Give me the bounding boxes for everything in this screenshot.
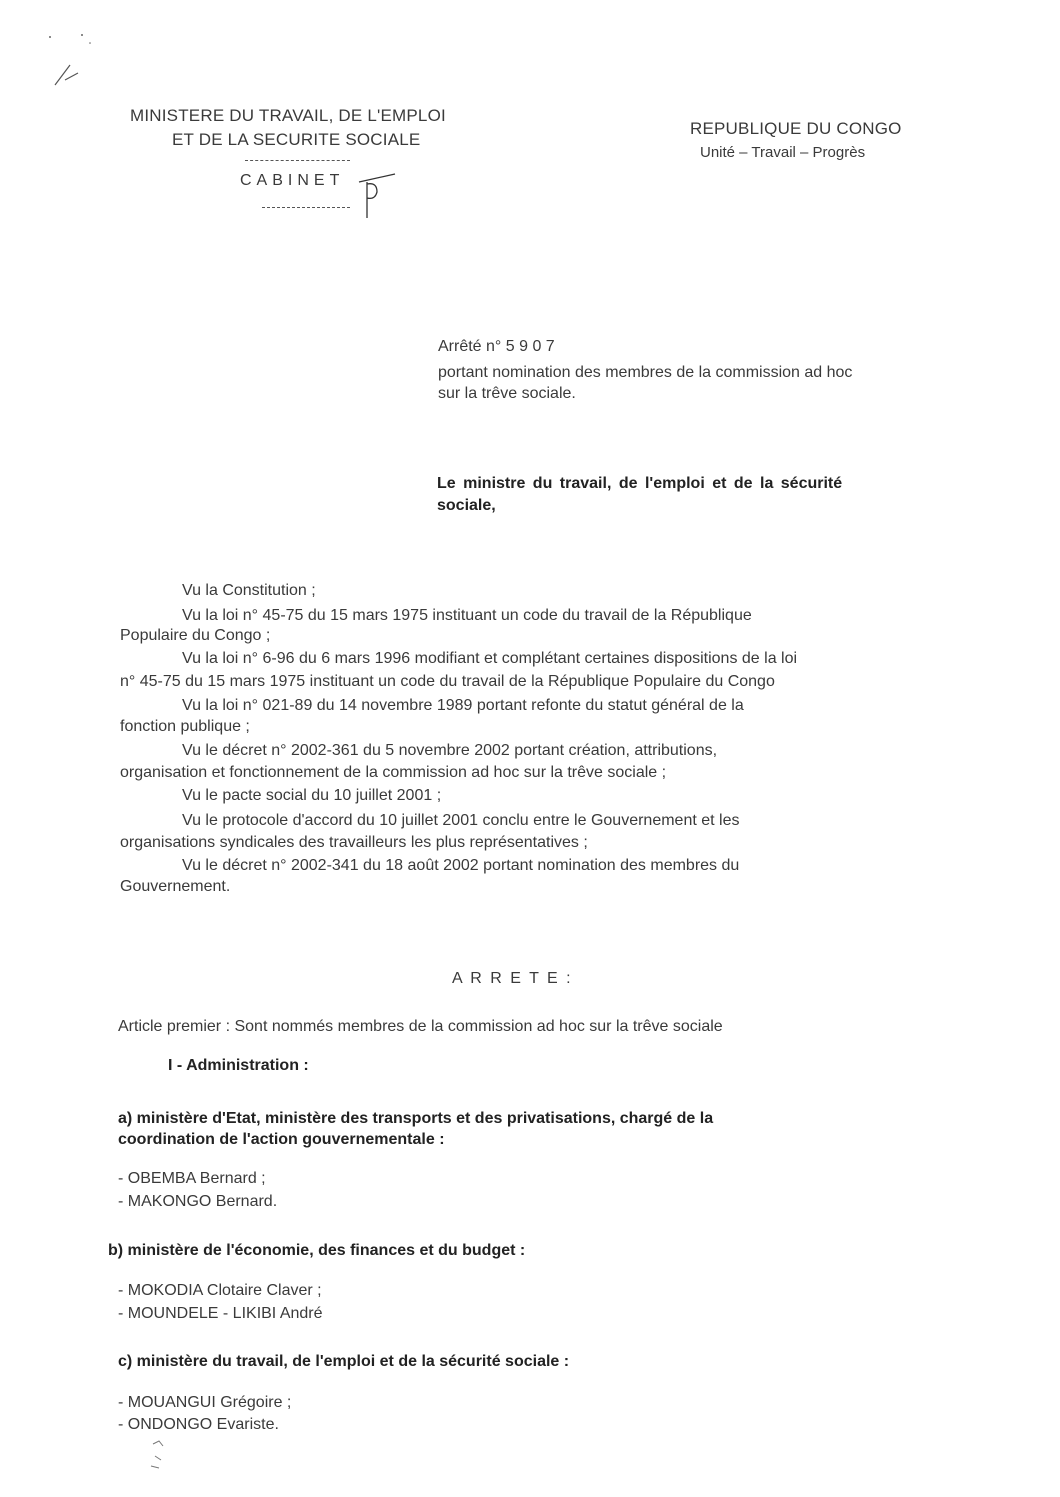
visa-line: Gouvernement.	[120, 878, 231, 895]
visa-line: Vu la loi n° 6-96 du 6 mars 1996 modifiant et complétant certaines dispositions de la loi	[182, 650, 798, 667]
visa-line: Populaire du Congo ;	[120, 627, 271, 644]
visa-line: Vu le décret n° 2002-341 du 18 août 2002 portant nomination des membres du	[182, 857, 740, 874]
member-item: - MOUANGUI Grégoire ;	[118, 1394, 292, 1411]
bottom-scan-mark	[145, 1438, 175, 1473]
visa-line: Vu le pacte social du 10 juillet 2001 ;	[182, 787, 442, 804]
republic-name: REPUBLIQUE DU CONGO	[690, 119, 902, 138]
visa-line: Vu la Constitution ;	[182, 582, 316, 599]
header-divider	[245, 160, 350, 161]
visa-line: Vu le décret n° 2002-361 du 5 novembre 2002 portant création, attributions,	[182, 742, 718, 759]
ministry-name-line1: MINISTERE DU TRAVAIL, DE L'EMPLOI	[130, 106, 446, 125]
ministry1-title-line2: coordination de l'action gouvernementale :	[118, 1131, 445, 1148]
minister-line2: sociale,	[437, 497, 496, 514]
visa-line: fonction publique ;	[120, 718, 250, 735]
visa-line: Vu la loi n° 021-89 du 14 novembre 1989 portant refonte du statut général de la	[182, 697, 744, 714]
member-item: - MOUNDELE - LIKIBI André	[118, 1305, 323, 1322]
administration-heading: I - Administration :	[168, 1057, 309, 1074]
cabinet-label: CABINET	[240, 172, 345, 189]
member-item: - ONDONGO Evariste.	[118, 1416, 279, 1433]
visa-line: Vu le protocole d'accord du 10 juillet 2001 conclu entre le Gouvernement et les	[182, 812, 740, 829]
ministry-name-line2: ET DE LA SECURITE SOCIALE	[172, 130, 421, 149]
ministry1-title-line1: a) ministère d'Etat, ministère des transports et des privatisations, chargé de la	[118, 1110, 714, 1127]
member-item: - MAKONGO Bernard.	[118, 1193, 278, 1210]
visa-line: Vu la loi n° 45-75 du 15 mars 1975 instituant un code du travail de la République	[182, 607, 752, 624]
republic-motto: Unité – Travail – Progrès	[700, 144, 866, 161]
ministry2-title: b) ministère de l'économie, des finances et du budget :	[108, 1242, 526, 1259]
member-item: - OBEMBA Bernard ;	[118, 1170, 266, 1187]
minister-line1: Le ministre du travail, de l'emploi et de la sécurité	[437, 475, 843, 492]
scan-marks	[20, 25, 110, 95]
article-premier: Article premier : Sont nommés membres de la commission ad hoc sur la trêve sociale	[118, 1018, 723, 1035]
ministry3-title: c) ministère du travail, de l'emploi et de la sécurité sociale :	[118, 1353, 570, 1370]
cabinet-divider	[262, 207, 350, 208]
arrete-heading: A R R E T E :	[452, 970, 573, 987]
visa-line: organisation et fonctionnement de la commission ad hoc sur la trêve sociale ;	[120, 764, 667, 781]
decree-number: Arrêté n° 5 9 0 7	[438, 338, 555, 355]
decree-subject-line2: sur la trêve sociale.	[438, 385, 576, 402]
decree-subject-line1: portant nomination des membres de la commission ad hoc	[438, 364, 853, 381]
visa-line: n° 45-75 du 15 mars 1975 instituant un code du travail de la République Populaire du Congo	[120, 673, 775, 690]
initials-mark	[355, 168, 400, 223]
member-item: - MOKODIA Clotaire Claver ;	[118, 1282, 322, 1299]
visa-line: organisations syndicales des travailleurs les plus représentatives ;	[120, 834, 588, 851]
